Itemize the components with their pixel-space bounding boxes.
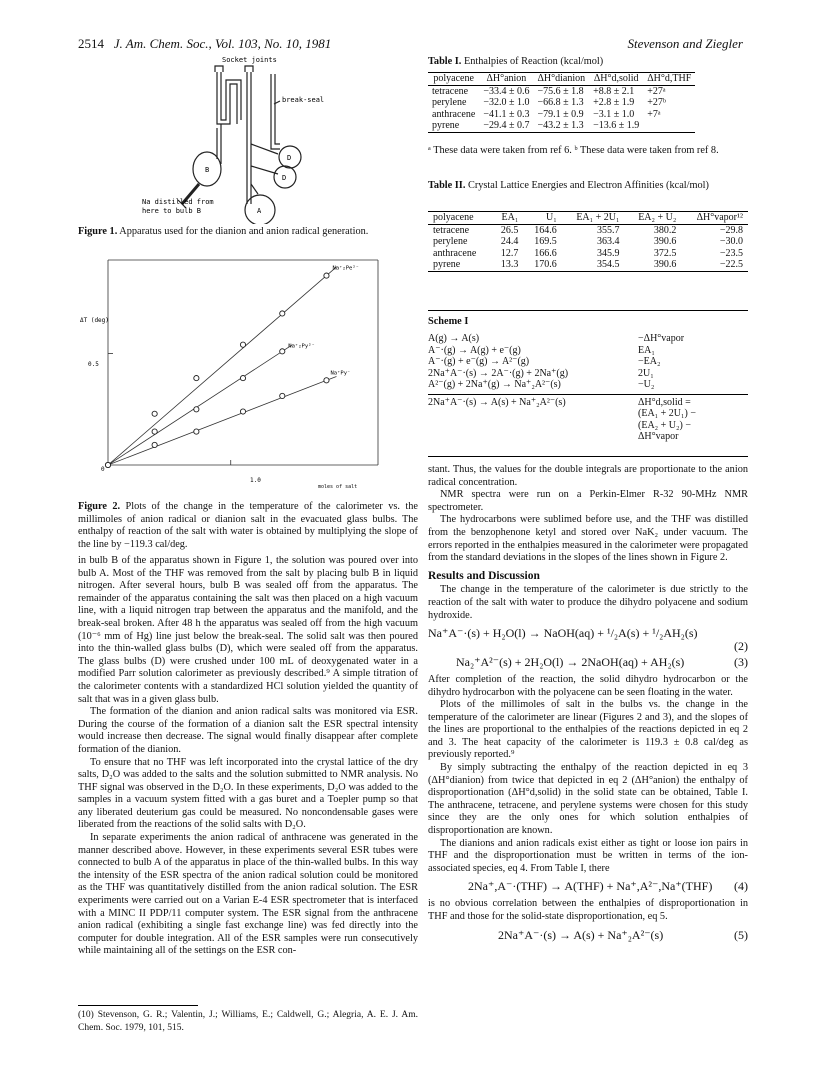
table-row: tetracene 26.5 164.6 355.7 380.2 −29.8 xyxy=(433,224,743,236)
table1-header: ΔH°dianion xyxy=(533,73,589,86)
left-column-body xyxy=(78,555,418,958)
data-point xyxy=(280,349,285,354)
scheme-row: A²⁻(g) + 2Na⁺(g) → Na⁺₂A²⁻(s) −U₂ xyxy=(428,379,655,390)
label-b: B xyxy=(205,166,210,174)
figure2-caption: Figure 2. Plots of the change in the temperature of the calorimeter vs. the millimoles of anion radical or dianion salt in the evacuated glass bulbs. The enthalpy of reaction of the salt with water is obtained by multiplying the slope of the line by −119.3 cal/deg. xyxy=(78,501,418,550)
label-d-upper: D xyxy=(287,154,292,162)
table2-header: polyacene xyxy=(428,212,491,225)
equation-2: Na⁺A⁻·(s) + H₂O(l) → NaOH(aq) + ¹/₂A(s) + ¹/₂AH₂(s) xyxy=(428,626,698,641)
series-line xyxy=(108,376,336,465)
table-row: perylene −32.0 ± 1.0 −66.8 ± 1.3 +2.8 ± 1.9 +27ᵇ xyxy=(432,97,666,108)
right-column-body xyxy=(428,464,748,942)
table2 xyxy=(428,211,748,272)
equation-5: 2Na⁺A⁻·(s) → A(s) + Na⁺₂A²⁻(s) (5) xyxy=(498,928,748,943)
journal-citation: J. Am. Chem. Soc., Vol. 103, No. 10, 1981 xyxy=(113,36,332,51)
label-d-lower: D xyxy=(282,174,287,182)
data-point xyxy=(280,311,285,316)
center-tube xyxy=(247,72,251,204)
equation-2-number: (2) xyxy=(734,638,748,653)
data-point xyxy=(324,273,329,278)
left-paragraph: The formation of the dianion and anion radical salts was monitored via ESR. During the course of the formation of a dianion salt the ESR spectral intensity would increase then decrease. The signal would finally disappear after complete formation of the dianion. xyxy=(78,706,418,755)
scheme-rule-top xyxy=(428,310,748,311)
table2-header: U₁ xyxy=(523,212,561,225)
label-na-2: here to bulb B xyxy=(142,207,202,215)
left-paragraph: To ensure that no THF was left incorporated into the crystal lattice of the dry salts, D₂O was added to the salts and the solution submitted to NMR analysis. No THF signal was observed in the D₂O. In these experiments, D₂O was added to the samples in a vacuum system fitted with a gas buret and a Toepler pump so that any liberated deuterium gas could be measured. No noncondensable gases were liberated from the reactions of the solid salts with D₂O. xyxy=(78,756,418,831)
left-paragraph: in bulb B of the apparatus shown in Figure 1, the solution was poured over into bulb A. Most of the THF was removed from the salt by placing bulb B in liquid nitrogen. After several hours, bulb B was sealed off from the apparatus. The remainder of the apparatus containing the salt was then placed on a high vacuum line, with a liquid nitrogen trap between the apparatus and the manifold, and the break-seal broken. After 48 h the apparatus was sealed off from the high vacuum (10⁻⁶ mm of Hg) line just below the break-seal. The solid salt was then poured into the thin-walled glass bulbs (D), which were sealed off from the apparatus. The glass bulbs (D) were crushed under 100 mL of deoxygenated water in a modified Parr solution calorimeter as previously described.⁹ A simple titration of the calorimeter contents with a standardized HCl solution yielded the quantity of salt that was in a given glass bulb. xyxy=(78,555,418,705)
running-authors: Stevenson and Ziegler xyxy=(627,36,743,51)
series-label: Na⁺Py⁻ xyxy=(330,370,351,377)
table1 xyxy=(428,72,695,133)
socket-joint-right xyxy=(245,66,253,72)
socket-joint-left xyxy=(215,66,223,72)
x-tick-label-1: 1.0 xyxy=(250,477,261,484)
left-paragraph: In separate experiments the anion radical of anthracene was generated in the manner described above. However, in these experiments several ESR tubes were connected to bulb A of the apparatus in place of the thin-walled bulbs. In this way the intensity of the ESR spectra of the anion radical solution could be monitored as the THF was quantitatively distilled from the anion radical solution. The ESR experiments were carried out on a Varian E-4 ESR spectrometer that is interfaced with a MINC II PDP/11 computer system. The ESR signal from the anthracene anion radical (exhibiting a single fast exchange line) was fed directly into the computer for double integration. All of the ESR samples were run consecutively while maintaining all of the settings on the ESR con- xyxy=(78,832,418,957)
table1-header: ΔH°d,solid xyxy=(589,73,643,86)
data-point xyxy=(152,442,157,447)
right-paragraph: By simply subtracting the enthalpy of the reaction depicted in eq 3 (ΔH°dianion) from twice that depicted in eq 2 (ΔH°anion) the enthalpy of disproportionation (ΔH°d,solid) in the solid state can be obtained, Table I. The anthracene, tetracene, and perylene systems were chosen for this study since they are the only ones for which solution enthalpies of disproportionation are known. xyxy=(428,762,748,837)
table1-header: ΔH°d,THF xyxy=(643,73,695,86)
table-row: tetracene −33.4 ± 0.6 −75.6 ± 1.8 +8.8 ± 2.1 +27ᵃ xyxy=(432,85,666,97)
section-heading: Results and Discussion xyxy=(428,569,540,582)
y-axis-label: ΔT (deg) xyxy=(80,317,109,324)
right-paragraph: Plots of the millimoles of salt in the bulbs vs. the change in the temperature of the calorimeter are linear (Figures 2 and 3), and the slopes of the lines are proportional to the enthalpies of the reactions depicted in eq 2 and 3. The heat capacity of the calorimeter is 119.3 ± 0.8 cal/deg as previously reported.⁹ xyxy=(428,699,748,761)
data-point xyxy=(240,409,245,414)
scheme-row: A⁻·(g) + e⁻(g) → A²⁻(g) −EA₂ xyxy=(428,356,661,367)
table-row: anthracene −41.1 ± 0.3 −79.1 ± 0.9 −3.1 ± 1.0 +7ᵃ xyxy=(432,108,661,120)
right-paragraph: The dianions and anion radicals exist either as tight or loose ion pairs in THF and the disproportionation must be written in terms of the ion-associated species, eq 4. From Table I, there xyxy=(428,837,748,874)
table2-header: EA₂ + U₂ xyxy=(625,212,682,225)
right-paragraph: After completion of the reaction, the solid dihydro hydrocarbon or the dihydro hydrocarbon with the polyacene can be seen floating in the water. xyxy=(428,673,748,698)
scheme-total-row: 2Na⁺A⁻·(s) → A(s) + Na⁺₂A²⁻(s) ΔH°d,solid = (EA₁ + 2U₁) − (EA₂ + U₂) − ΔH°vapor xyxy=(428,394,748,443)
table2-title: Table II. Crystal Lattice Energies and Electron Affinities (kcal/mol) xyxy=(428,180,709,191)
table-row: pyrene 13.3 170.6 354.5 390.6 −22.5 xyxy=(428,259,748,271)
table-row: anthracene 12.7 166.6 345.9 372.5 −23.5 xyxy=(433,247,743,259)
right-paragraph: NMR spectra were run on a Perkin-Elmer R-32 90-MHz NMR spectrometer. xyxy=(428,489,748,513)
table1-title: Table I. Enthalpies of Reaction (kcal/mol) xyxy=(428,56,604,67)
y-tick-label-05: 0.5 xyxy=(88,361,99,368)
data-point xyxy=(240,342,245,347)
x-tick-label-0: 0 xyxy=(101,466,105,473)
data-point xyxy=(105,462,110,467)
right-paragraph: The change in the temperature of the calorimeter is due strictly to the reaction of the salt with water to produce the dihydro polyacene and sodium hydroxide. xyxy=(428,584,748,621)
series-line xyxy=(108,267,336,465)
table1-header: ΔH°anion xyxy=(479,73,533,86)
series-label: Na⁺₂Pe²⁻ xyxy=(332,265,359,272)
series-line xyxy=(108,345,292,465)
right-paragraph: stant. Thus, the values for the double integrals are proportionate to the anion radical concentration. xyxy=(428,464,748,488)
table2-header: EA₁ + 2U₁ xyxy=(562,212,625,225)
data-point xyxy=(324,378,329,383)
data-point xyxy=(152,429,157,434)
series-label: Na⁺₂Py²⁻ xyxy=(288,343,315,350)
figure1-apparatus xyxy=(120,54,370,224)
label-socket-joints: Socket joints xyxy=(222,56,277,64)
scheme-row: A(g) → A(s) −ΔH°vapor xyxy=(428,333,685,344)
data-point xyxy=(194,429,199,434)
right-paragraph: The hydrocarbons were sublimed before use, and the THF was distilled from the benzophenone ketyl and stored over NaK₂ under vacuum. The errors reported in the enthalpies measured in the calorimeter were propagated from the standard deviations in the slopes of the lines shown in Figure 2. xyxy=(428,514,748,564)
scheme-row: A⁻·(g) → A(g) + e⁻(g) EA₁ xyxy=(428,344,655,356)
data-point xyxy=(280,393,285,398)
label-na-1: Na distilled from xyxy=(142,198,214,206)
data-point xyxy=(194,407,199,412)
table-row: pyrene −29.4 ± 0.7 −43.2 ± 1.3 −13.6 ± 1.9 xyxy=(428,120,695,132)
label-a: A xyxy=(257,207,262,215)
right-paragraph: is no obvious correlation between the enthalpies of disproportionation in THF and those for the solid-state disproportionation, eq 5. xyxy=(428,898,748,922)
x-axis-label: moles of salt xyxy=(318,484,358,490)
data-point xyxy=(152,411,157,416)
footnote-rule xyxy=(78,1005,198,1006)
table1-header: polyacene xyxy=(428,73,479,86)
figure1-caption: Figure 1. Apparatus used for the dianion and anion radical generation. xyxy=(78,226,369,237)
label-break-seal: break-seal xyxy=(282,96,325,104)
data-point xyxy=(240,375,245,380)
table1-footnote: ᵃ These data were taken from ref 6. ᵇ These data were taken from ref 8. xyxy=(428,145,719,156)
scheme-rule-bottom xyxy=(428,456,748,457)
data-point xyxy=(194,375,199,380)
table-row: perylene 24.4 169.5 363.4 390.6 −30.0 xyxy=(433,236,743,247)
scheme-row: 2Na⁺A⁻·(s) → 2A⁻·(g) + 2Na⁺(g) 2U₁ xyxy=(428,367,654,379)
scheme-title: Scheme I xyxy=(428,316,469,327)
equation-3: Na₂⁺A²⁻(s) + 2H₂O(l) → 2NaOH(aq) + AH₂(s) (3) xyxy=(456,655,748,670)
page-header xyxy=(78,36,331,52)
table2-header: ΔH°vapor¹² xyxy=(681,212,748,225)
footnote: (10) Stevenson, G. R.; Valentin, J.; Williams, E.; Caldwell, G.; Alegria, A. E. J. Am. Chem. Soc. 1979, 101, 515. xyxy=(78,1010,418,1033)
equation-4: 2Na⁺,A⁻·(THF) → A(THF) + Na⁺,A²⁻,Na⁺(THF) (4) xyxy=(468,879,748,894)
figure2-chart xyxy=(78,250,418,495)
scheme-table xyxy=(428,333,748,443)
table2-header: EA₁ xyxy=(491,212,523,225)
break-seal-tube xyxy=(271,74,280,149)
page-number: 2514 xyxy=(78,36,104,51)
